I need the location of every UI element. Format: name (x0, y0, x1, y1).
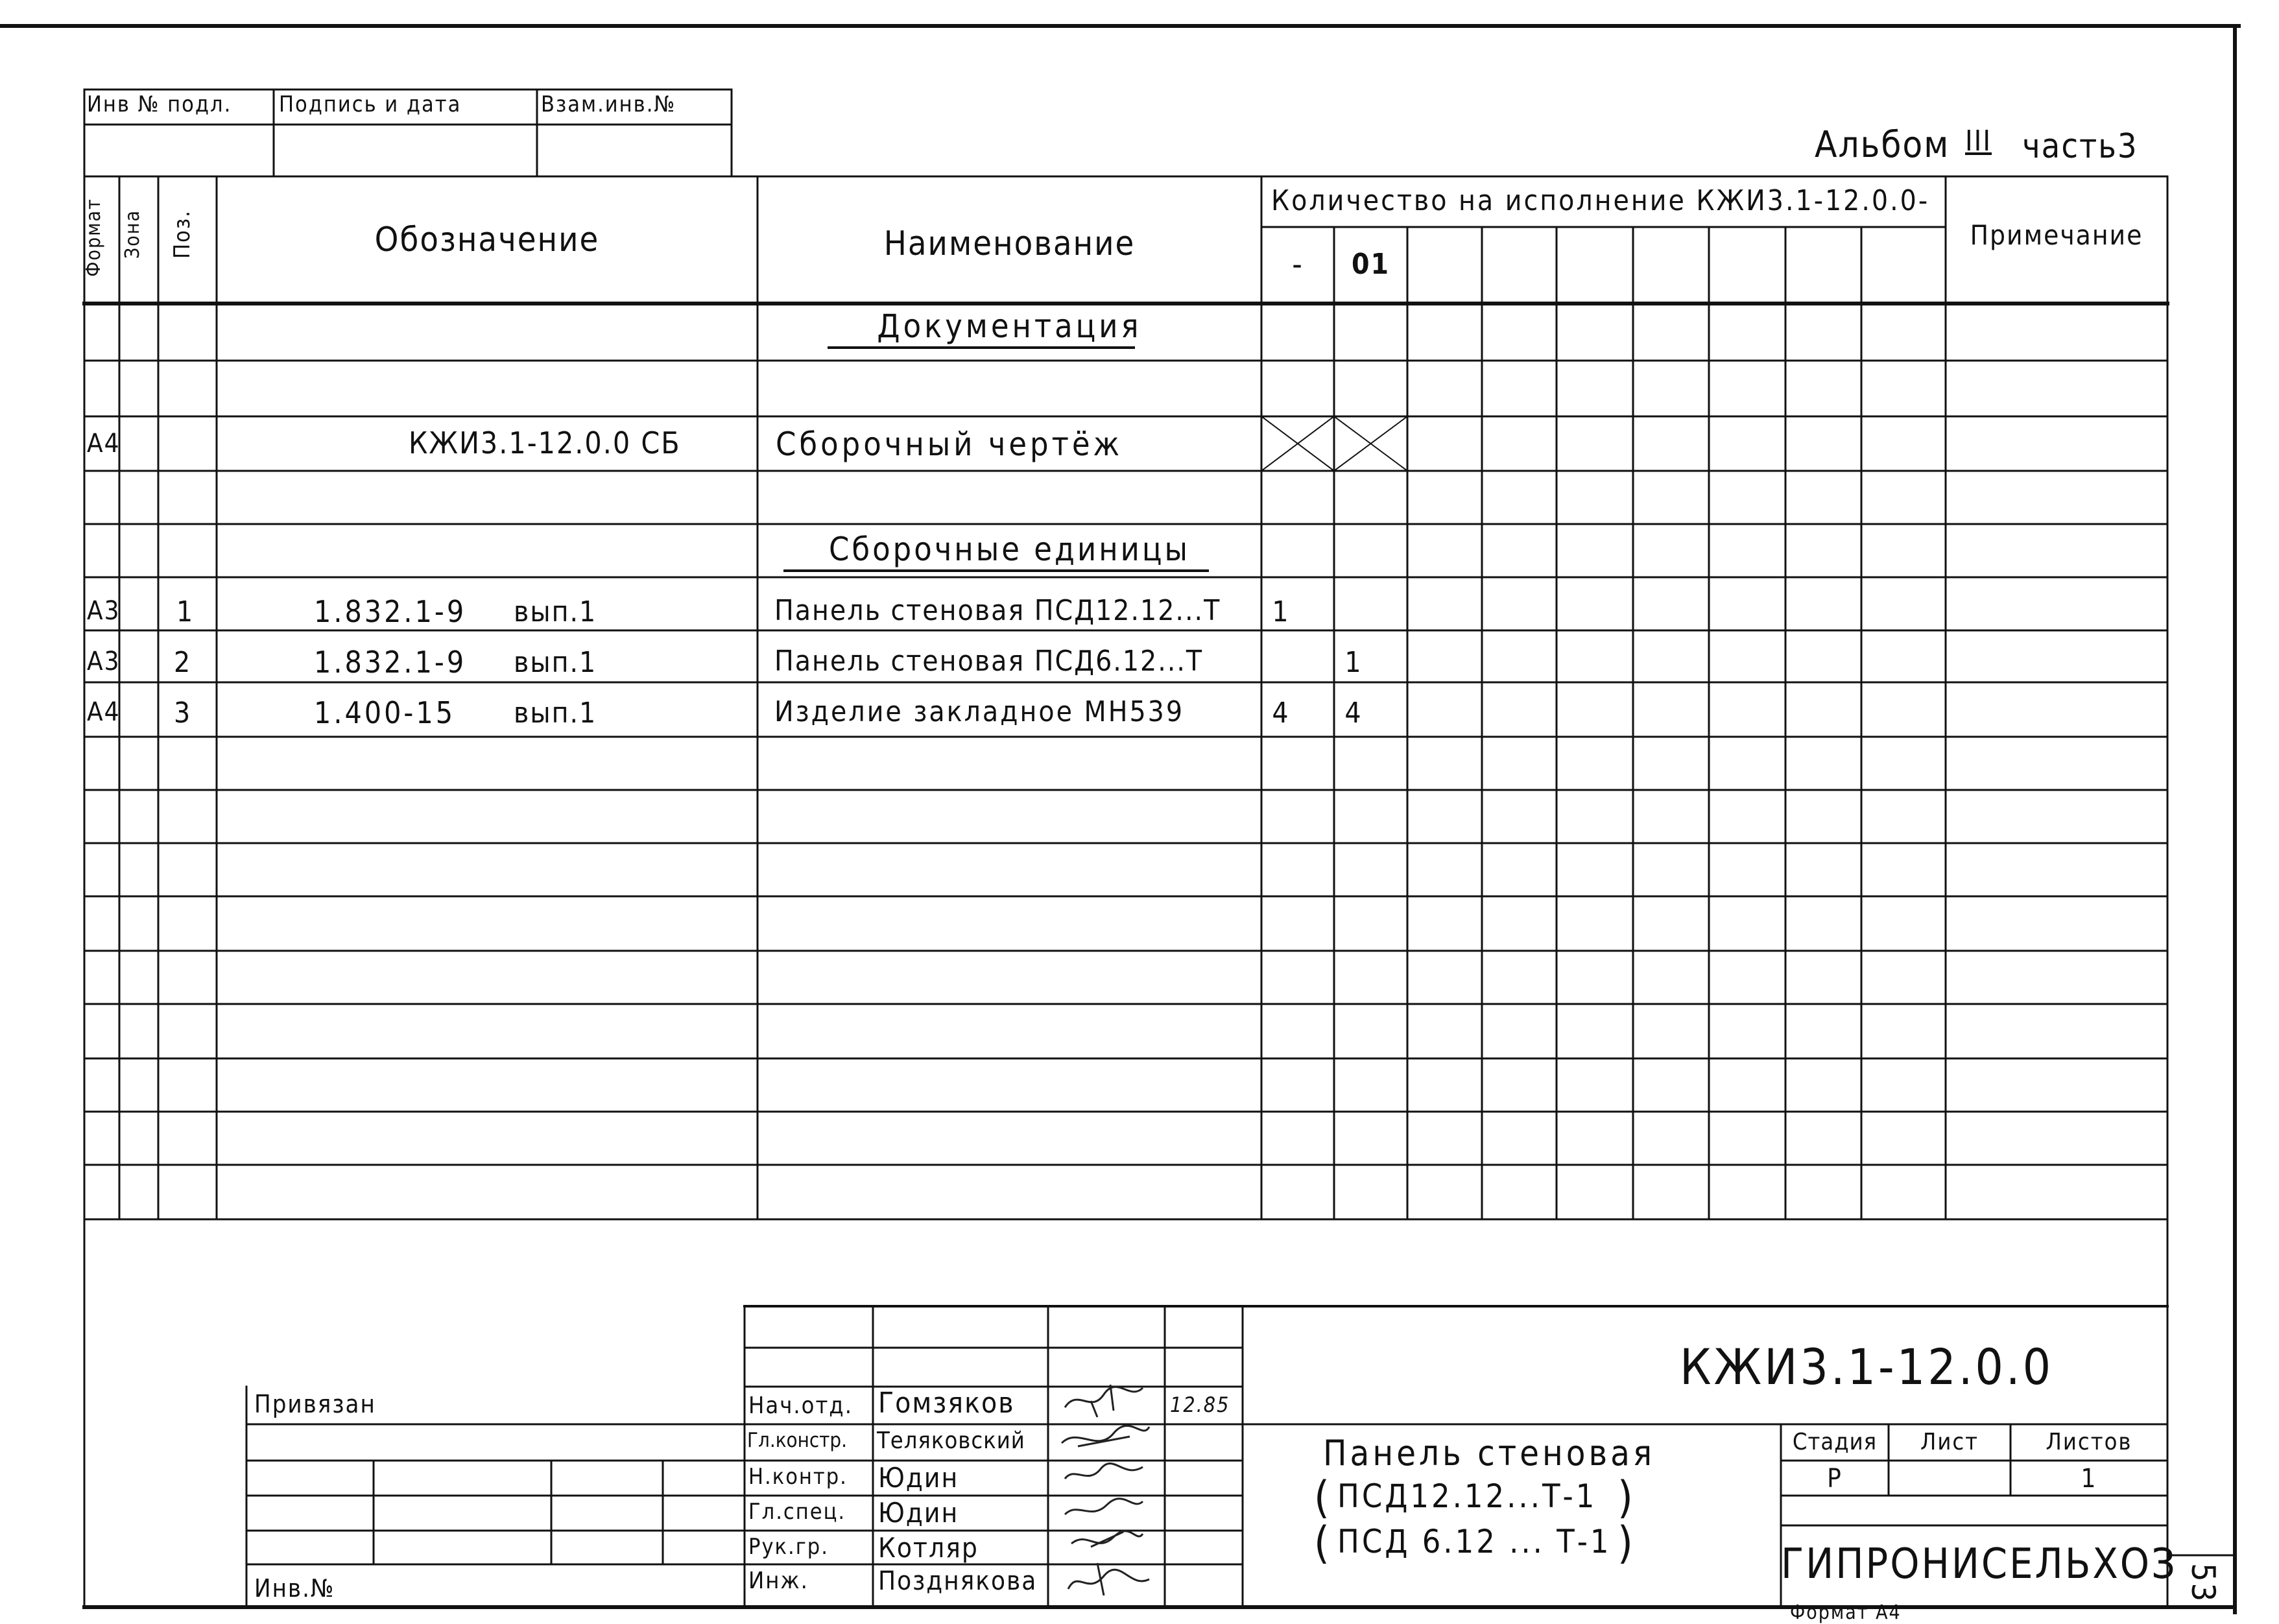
inv-no-label: Инв.№ (254, 1574, 335, 1603)
header-variant-dash: - (1292, 246, 1304, 283)
row-name: Панель стеновая ПСД6.12...Т (774, 645, 1204, 678)
header-zone: Зона (121, 209, 144, 259)
title-line1: Панель стеновая (1323, 1433, 1656, 1474)
title-paren-close: ) (1617, 1518, 1634, 1569)
header-pos: Поз. (169, 209, 195, 259)
sheets-value: 1 (2081, 1464, 2097, 1494)
staff-name: Юдин (878, 1497, 959, 1529)
row-vyp: вып.1 (514, 595, 597, 628)
row-name: Сборочный чертёж (776, 425, 1123, 463)
row-name: Панель стеновая ПСД12.12...Т (774, 594, 1221, 627)
staff-role: Нач.отд. (748, 1392, 853, 1419)
header-note: Примечание (1970, 219, 2143, 251)
row-vyp: вып.1 (514, 697, 597, 730)
staff-name: Гомзяков (878, 1387, 1015, 1420)
row-designation: 1.400-15 (314, 695, 456, 730)
sheets-label: Листов (2046, 1429, 2132, 1455)
row-designation: КЖИ3.1-12.0.0 СБ (409, 425, 681, 460)
signature-date-label: Подпись и дата (279, 91, 462, 117)
staff-name: Котляр (878, 1532, 979, 1564)
row-pos: 1 (176, 595, 195, 628)
header-name: Наименование (883, 224, 1136, 263)
row-pos: 3 (174, 697, 192, 730)
part-label: часть3 (2022, 127, 2138, 166)
row-q2: 1 (1344, 646, 1363, 679)
page-number: 53 (2184, 1563, 2222, 1603)
header-quantity: Количество на исполнение КЖИ3.1-12.0.0- (1271, 184, 1930, 217)
row-name: Изделие закладное МН539 (774, 695, 1185, 728)
vzam-inv-label: Взам.инв.№ (541, 91, 676, 117)
organization: ГИПРОНИСЕЛЬХОЗ (1781, 1540, 2177, 1588)
row-format: А3 (87, 647, 121, 676)
header-designation: Обозначение (374, 221, 600, 259)
staff-name: Позднякова (878, 1566, 1038, 1596)
stage-value: Р (1827, 1464, 1843, 1494)
header-variant-01: 01 (1351, 248, 1390, 281)
format-label: Формат А4 (1790, 1601, 1902, 1624)
inv-podl-label: Инв № подл. (87, 91, 232, 117)
staff-role: Н.контр. (748, 1464, 848, 1490)
row-format: А4 (87, 697, 121, 727)
title-line3: ПСД 6.12 ... Т-1 (1337, 1523, 1612, 1560)
section-documentation: Документация (877, 307, 1142, 345)
row-format: А4 (87, 429, 121, 459)
row-vyp: вып.1 (514, 646, 597, 679)
header-format: Формат (82, 198, 105, 277)
stage-label: Стадия (1792, 1429, 1878, 1455)
staff-role: Рук.гр. (748, 1534, 829, 1560)
album-number: III (1965, 125, 1992, 158)
row-q2: 4 (1344, 697, 1363, 730)
title-line2: ПСД12.12...Т-1 (1337, 1477, 1597, 1515)
row-format: А3 (87, 596, 121, 626)
section-assembly-units: Сборочные единицы (828, 531, 1191, 568)
doc-code: КЖИ3.1-12.0.0 (1680, 1338, 2054, 1396)
staff-role: Инж. (748, 1568, 809, 1594)
privyazan-label: Привязан (254, 1390, 376, 1418)
title-paren-open: ( (1314, 1472, 1331, 1523)
row-q1: 4 (1272, 697, 1290, 730)
staff-name: Юдин (878, 1462, 959, 1494)
row-q1: 1 (1272, 595, 1290, 628)
sheet-label: Лист (1920, 1429, 1979, 1455)
staff-role: Гл.констр. (747, 1429, 847, 1452)
album-label: Альбом (1815, 124, 1950, 166)
row-pos: 2 (174, 646, 192, 679)
staff-signatures (1052, 1381, 1162, 1602)
staff-date: 12.85 (1170, 1392, 1230, 1417)
staff-role: Гл.спец. (748, 1499, 846, 1525)
title-paren-close: ) (1617, 1472, 1634, 1523)
row-designation: 1.832.1-9 (314, 594, 467, 629)
title-paren-open: ( (1314, 1518, 1331, 1569)
row-designation: 1.832.1-9 (314, 645, 467, 680)
staff-name: Теляковский (877, 1427, 1025, 1454)
